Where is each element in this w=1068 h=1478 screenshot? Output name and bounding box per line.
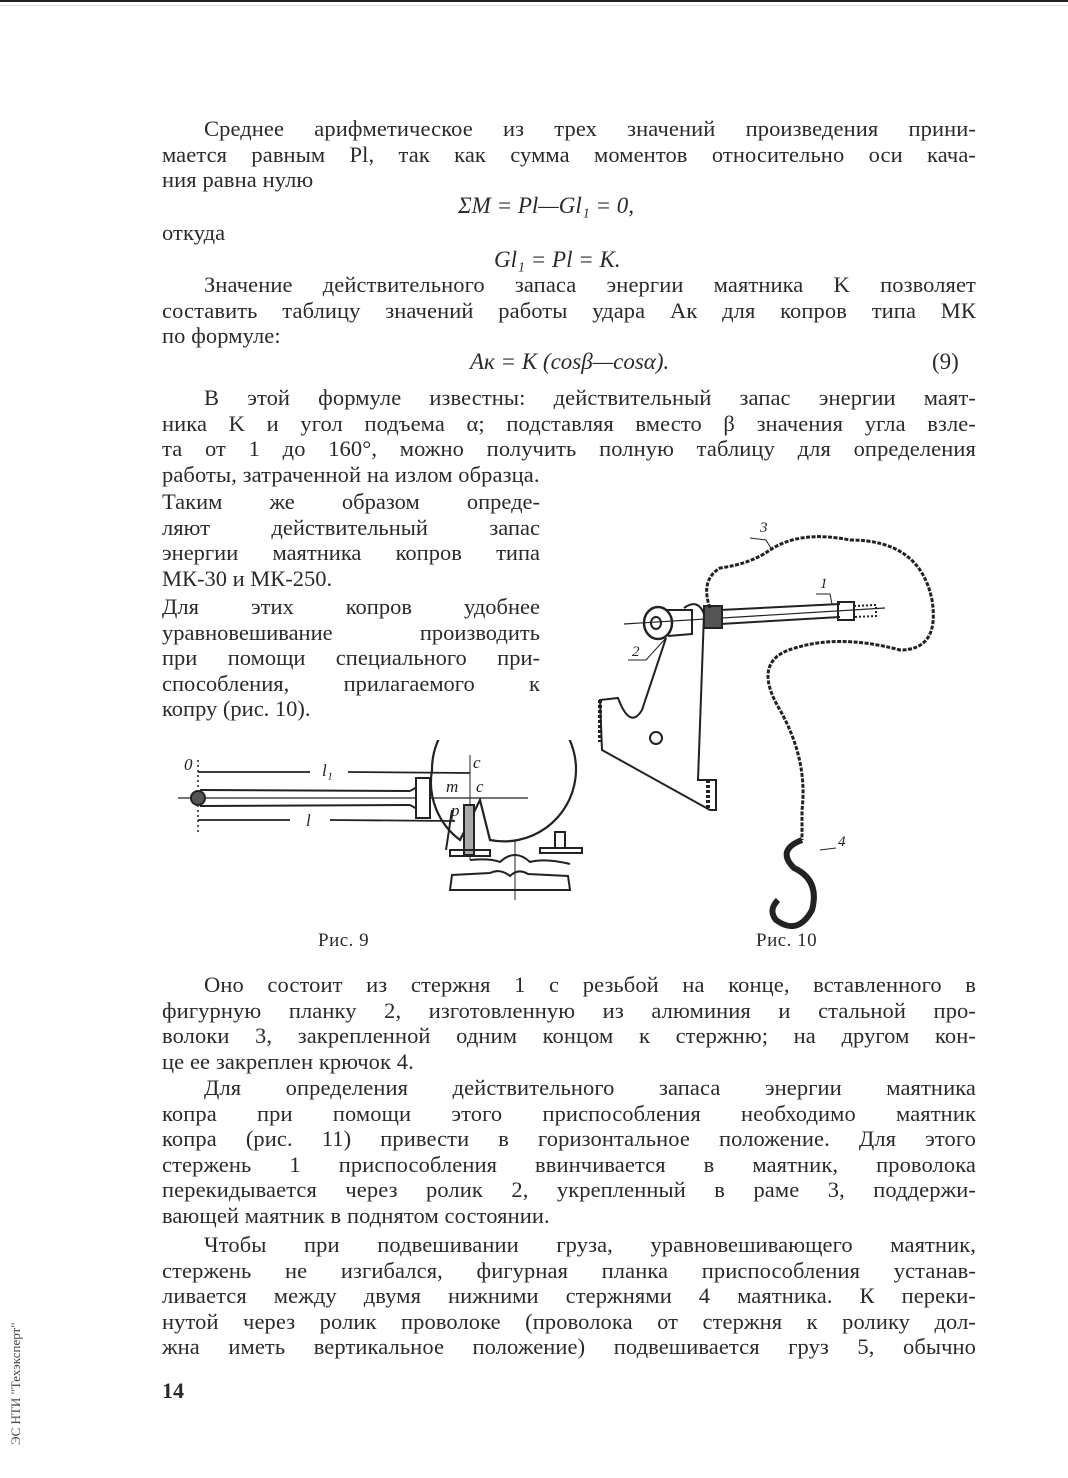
text-line: Для определения действительного запаса энергии маятника: [204, 1075, 976, 1100]
paragraph-determination-procedure: [162, 1075, 976, 1229]
label-o: 0: [184, 755, 193, 774]
pendulum-rod-bottom: [200, 805, 410, 806]
text-line: Чтобы при подвешивании груза, уравновешивающего маятник,: [204, 1232, 976, 1257]
dim-l-right: [330, 820, 455, 821]
text-line: стержень не изгибался, фигурная планка приспособления устанав-: [162, 1257, 976, 1283]
text-line: ляют действительный запас: [162, 514, 540, 540]
plate-edges: [600, 700, 708, 810]
text-line: Для этих копров удобнее: [162, 594, 540, 619]
label-c-top: c: [473, 753, 481, 772]
text-line: ника K и угол подъема α; подставляя вместо β значения угла взле-: [162, 410, 976, 436]
label-l1: l₁: [322, 761, 333, 780]
hook-4: [772, 840, 813, 926]
paragraph-formula-explanation: [162, 385, 976, 487]
text-line: та от 1 до 160°, можно получить полную таблицу для определения: [162, 436, 976, 462]
scan-top-border-shadow: [0, 5, 1068, 6]
text-line: уравновешивание производить: [162, 619, 540, 645]
figure-9-caption: Рис. 9: [318, 930, 370, 951]
paragraph-weight-suspension: [162, 1232, 976, 1360]
washer-hole: [651, 617, 661, 629]
text-line: ливается между двумя нижними стержнями 4 маятника. К переки-: [162, 1283, 976, 1309]
text-line: вающей маятник в поднятом состоянии.: [162, 1202, 550, 1228]
scale-weight: [555, 832, 565, 848]
label-p: p: [451, 801, 460, 820]
leader-1: [816, 594, 832, 604]
text-line: В этой формуле известны: действительный запас энергии маят-: [204, 385, 976, 410]
paragraph-device-description: [162, 972, 976, 1074]
text-line: ния равна нулю: [162, 167, 314, 193]
plate-hole: [650, 732, 662, 744]
text-line: МК-30 и МК-250.: [162, 565, 333, 591]
margin-watermark: ЭС НТИ "Техэксперт": [8, 1322, 23, 1445]
figure-9-pendulum-balance: [170, 740, 590, 920]
text-line: Значение действительного запаса энергии маятника K позволяет: [204, 272, 976, 297]
text-line: Таким же образом опреде-: [162, 489, 540, 514]
text-line: копра при помощи этого приспособления необходимо маятник: [162, 1100, 976, 1126]
text-line: копру (рис. 10).: [162, 696, 311, 722]
leader-4: [820, 848, 836, 850]
text-line: составить таблицу значений работы удара Aк для копров типа МК: [162, 297, 976, 323]
support-post: [464, 805, 474, 855]
text-line: копра (рис. 11) привести в горизонтальное положение. Для этого: [162, 1126, 976, 1152]
label-l: l: [306, 811, 311, 830]
text-line: жна иметь вертикальное положение) подвешивается груз 5, обычно: [162, 1334, 976, 1360]
hammer-hub: [416, 778, 430, 818]
label-3: 3: [760, 520, 768, 536]
scan-top-border: [0, 0, 1068, 2]
formula-impact-work: Aк = K (cosβ—cosα).: [470, 349, 670, 374]
dim-l1-right: [348, 772, 470, 773]
text-line: фигурную планку 2, изготовленную из алюминия и стальной про-: [162, 997, 976, 1023]
page-number: 14: [162, 1378, 184, 1403]
paragraph-mean-value: [162, 116, 976, 193]
formula-energy-reserve: Gl₁ = Pl = K.: [494, 247, 621, 272]
text-whence: откуда: [162, 220, 226, 245]
formula-moment-sum: ΣM = Pl—Gl₁ = 0,: [458, 193, 635, 218]
text-line: нутой через ролик проволоке (проволока от стержня к ролику дол-: [162, 1308, 976, 1334]
text-line: способления, прилагаемого к: [162, 670, 540, 696]
text-line: це ее закреплен крючок 4.: [162, 1048, 414, 1074]
scale-base: [450, 871, 570, 890]
equation-number: (9): [932, 349, 959, 374]
text-line: стержень 1 приспособления ввинчивается в маятник, проволока: [162, 1151, 976, 1177]
text-line: перекидывается через ролик 2, укрепленный в раме 3, поддержи-: [162, 1177, 976, 1203]
pivot-point: [191, 791, 205, 805]
figure-10-caption: Рис. 10: [756, 930, 818, 951]
paragraph-energy-table: [162, 272, 976, 349]
rod-nut: [704, 606, 722, 628]
text-line: при помощи специального при-: [162, 645, 540, 671]
rod-thread: [854, 605, 876, 617]
paragraph-mk-copra: [162, 489, 540, 591]
leader-3: [750, 538, 772, 550]
text-line: Оно состоит из стержня 1 с резьбой на конце, вставленного в: [204, 972, 976, 997]
label-m: m: [446, 777, 459, 796]
text-line: мается равным Pl, так как сумма моментов относительно оси кача-: [162, 141, 976, 167]
figured-plate-2: [600, 604, 716, 810]
label-2: 2: [632, 644, 640, 660]
text-line: работы, затраченной на излом образца.: [162, 461, 540, 487]
text-line: энергии маятника копров типа: [162, 540, 540, 566]
pendulum-rod-top: [200, 790, 410, 791]
text-line: Среднее арифметическое из трех значений произведения прини-: [204, 116, 976, 141]
text-line: по формуле:: [162, 323, 281, 349]
label-1: 1: [820, 576, 828, 592]
paragraph-balancing: [162, 594, 540, 722]
text-line: волоки 3, закрепленной одним концом к стержню; на другом кон-: [162, 1023, 976, 1049]
label-c: c: [476, 777, 484, 796]
label-4: 4: [838, 834, 846, 850]
figure-10-balancing-device: [580, 510, 960, 930]
